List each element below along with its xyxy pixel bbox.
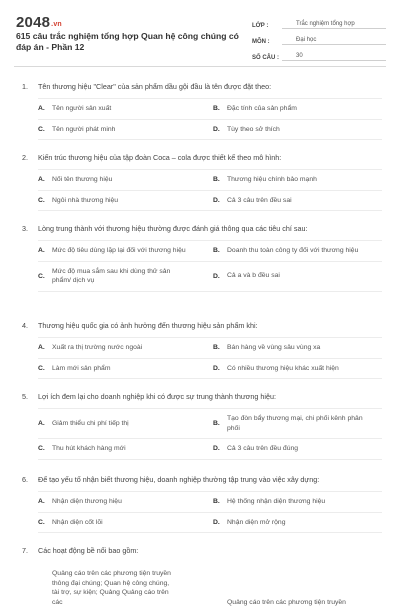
option-row xyxy=(38,359,382,380)
question-number: 7. xyxy=(22,546,28,555)
socau-label: SỐ CÂU : xyxy=(252,55,279,61)
option-text: Quảng cáo trên các phương tiện truyền xyxy=(227,599,346,606)
option-letter: C. xyxy=(38,518,45,526)
option-a[interactable] xyxy=(38,338,207,358)
page-title: 615 câu trắc nghiệm tổng hợp Quan hệ công chúng có đáp án - Phần 12 xyxy=(16,31,239,52)
mon-value: Đại học xyxy=(282,37,386,45)
option-letter: C. xyxy=(38,272,45,280)
option-text: Nối tên thương hiệu xyxy=(52,176,113,183)
options xyxy=(38,408,382,460)
logo-suffix: .vn xyxy=(51,21,62,28)
options xyxy=(38,337,382,379)
option-c[interactable] xyxy=(38,513,207,533)
option-b[interactable] xyxy=(213,564,382,613)
lop-value: Trắc nghiệm tổng hợp xyxy=(282,21,386,29)
option-a[interactable] xyxy=(38,99,207,119)
lop-label: LỚP : xyxy=(252,23,269,29)
option-letter: B. xyxy=(213,344,220,352)
option-letter: B. xyxy=(213,247,220,255)
question-5 xyxy=(22,392,382,460)
option-row xyxy=(38,564,382,613)
option-a[interactable] xyxy=(38,409,207,438)
option-letter: C. xyxy=(38,196,45,204)
option-row xyxy=(38,338,382,359)
meta-row-mon xyxy=(252,30,386,45)
option-letter: A. xyxy=(38,498,45,506)
option-c[interactable] xyxy=(38,439,207,459)
question-1 xyxy=(22,82,382,140)
option-letter: A. xyxy=(38,344,45,352)
meta-row-lop xyxy=(252,14,386,29)
options xyxy=(38,240,382,292)
option-text: Cả 3 câu trên đều đúng xyxy=(227,445,299,452)
option-d[interactable] xyxy=(213,439,382,459)
question-text: Kiến trúc thương hiệu của tập đoàn Coca – cola được thiết kế theo mô hình: xyxy=(38,153,282,162)
meta-info xyxy=(252,14,386,62)
option-row xyxy=(38,120,382,141)
option-a[interactable] xyxy=(38,241,207,261)
option-a[interactable] xyxy=(38,492,207,512)
option-letter: D. xyxy=(213,196,220,204)
option-d[interactable] xyxy=(213,120,382,140)
question-6 xyxy=(22,475,382,533)
option-b[interactable] xyxy=(213,241,382,261)
option-row xyxy=(38,513,382,534)
option-letter: B. xyxy=(213,420,220,427)
option-letter: D. xyxy=(213,125,220,133)
question-text: Để tạo yếu tố nhận biết thương hiệu, doanh nghiệp thường tập trung vào việc xây dựng: xyxy=(38,475,320,484)
option-letter: C. xyxy=(38,364,45,372)
question-2 xyxy=(22,153,382,211)
option-text: Ngôi nhà thương hiệu xyxy=(52,196,119,204)
question-text: Tên thương hiệu "Clear" của sản phẩm dầu gội đầu là tên được đặt theo: xyxy=(38,82,272,91)
option-letter: A. xyxy=(38,247,45,255)
option-letter: D. xyxy=(213,364,220,372)
option-text: Nhận diện mở rộng xyxy=(227,518,286,526)
options xyxy=(38,169,382,211)
option-row xyxy=(38,262,382,292)
option-c[interactable] xyxy=(38,120,207,140)
option-letter: A. xyxy=(38,105,45,113)
page-header xyxy=(14,0,386,67)
option-a[interactable] xyxy=(38,564,207,613)
question-text: Thương hiệu quốc gia có ảnh hưởng đến thương hiệu sản phẩm khi: xyxy=(38,321,258,330)
option-c[interactable] xyxy=(38,262,207,291)
option-d[interactable] xyxy=(213,191,382,211)
option-row xyxy=(38,99,382,120)
option-letter: D. xyxy=(213,272,220,280)
socau-value: 30 xyxy=(282,53,386,61)
option-row xyxy=(38,170,382,191)
options xyxy=(38,564,382,613)
option-letter: B. xyxy=(213,498,220,506)
option-d[interactable] xyxy=(213,262,382,291)
option-text: Cả a và b đều sai xyxy=(227,272,280,280)
option-a[interactable] xyxy=(38,170,207,190)
question-number: 3. xyxy=(22,224,28,233)
option-b[interactable] xyxy=(213,338,382,358)
question-text: Các hoạt động bề nổi bao gồm: xyxy=(38,546,139,555)
option-text: Nhận diện cốt lõi xyxy=(52,518,103,526)
option-text: Tạo đòn bẩy thương mại, chi phối kênh phân phối xyxy=(227,415,363,432)
question-7 xyxy=(22,546,382,613)
option-text: Có nhiều thương hiệu khác xuất hiện xyxy=(227,364,339,372)
option-text: Tên người sản xuất xyxy=(52,105,112,112)
option-letter: C. xyxy=(38,445,45,453)
option-text: Cả 3 câu trên đều sai xyxy=(227,196,292,204)
option-letter: B. xyxy=(213,176,220,184)
option-c[interactable] xyxy=(38,191,207,211)
option-text: Doanh thu toàn công ty đối với thương hiệu xyxy=(227,247,359,254)
option-letter: D. xyxy=(213,445,220,453)
question-number: 2. xyxy=(22,153,28,162)
site-logo[interactable] xyxy=(16,14,62,31)
option-text: Bán hàng về vùng sâu vùng xa xyxy=(227,344,321,351)
option-row xyxy=(38,241,382,262)
option-text: Thương hiệu chính bảo mạnh xyxy=(227,176,317,183)
option-text: Giảm thiểu chi phí tiếp thị xyxy=(52,419,129,427)
option-text: Tùy theo sở thích xyxy=(227,125,280,133)
mon-label: MÔN : xyxy=(252,39,270,45)
option-letter: B. xyxy=(213,105,220,113)
option-letter: A. xyxy=(38,420,45,427)
option-letter: D. xyxy=(213,518,220,526)
option-text: Nhận diện thương hiệu xyxy=(52,498,122,505)
options xyxy=(38,491,382,533)
option-c[interactable] xyxy=(38,359,207,379)
option-text: Mức độ tiêu dùng lặp lại đối với thương hiệu xyxy=(52,247,186,254)
logo-text: 2048 xyxy=(16,14,51,31)
option-letter: A. xyxy=(38,176,45,184)
option-text: Đặc tính của sản phẩm xyxy=(227,105,297,112)
option-text: Thu hút khách hàng mới xyxy=(52,445,126,452)
option-b[interactable] xyxy=(213,99,382,119)
question-3 xyxy=(22,224,382,292)
option-row xyxy=(38,492,382,513)
question-number: 1. xyxy=(22,82,28,91)
option-row xyxy=(38,409,382,439)
option-b[interactable] xyxy=(213,170,382,190)
option-row xyxy=(38,191,382,212)
option-row xyxy=(38,439,382,460)
option-text: Làm mới sản phẩm xyxy=(52,364,111,372)
option-d[interactable] xyxy=(213,513,382,533)
option-text: Quảng cáo trên các phương tiện truyền thông đại chúng; Quan hệ công chúng, tài trợ, sự kiện; Quảng Quảng cáo trên các xyxy=(52,570,171,606)
question-number: 4. xyxy=(22,321,28,330)
question-text: Lòng trung thành với thương hiệu thường được đánh giá thông qua các tiêu chí sau: xyxy=(38,224,308,233)
option-letter: C. xyxy=(38,125,45,133)
option-b[interactable] xyxy=(213,409,382,438)
question-number: 5. xyxy=(22,392,28,401)
meta-row-socau xyxy=(252,46,386,61)
option-d[interactable] xyxy=(213,359,382,379)
option-text: Tên người phát minh xyxy=(52,125,116,133)
option-text: Mức độ mua sắm sau khi dùng thử sản phẩm/ dịch vụ xyxy=(52,267,171,284)
question-number: 6. xyxy=(22,475,28,484)
question-4 xyxy=(22,321,382,379)
question-text: Lợi ích đem lại cho doanh nghiệp khi có được sự trung thành thương hiệu: xyxy=(38,392,276,401)
option-text: Hệ thống nhận diện thương hiệu xyxy=(227,498,326,505)
options xyxy=(38,98,382,140)
option-b[interactable] xyxy=(213,492,382,512)
option-text: Xuất ra thị trường nước ngoài xyxy=(52,344,143,351)
